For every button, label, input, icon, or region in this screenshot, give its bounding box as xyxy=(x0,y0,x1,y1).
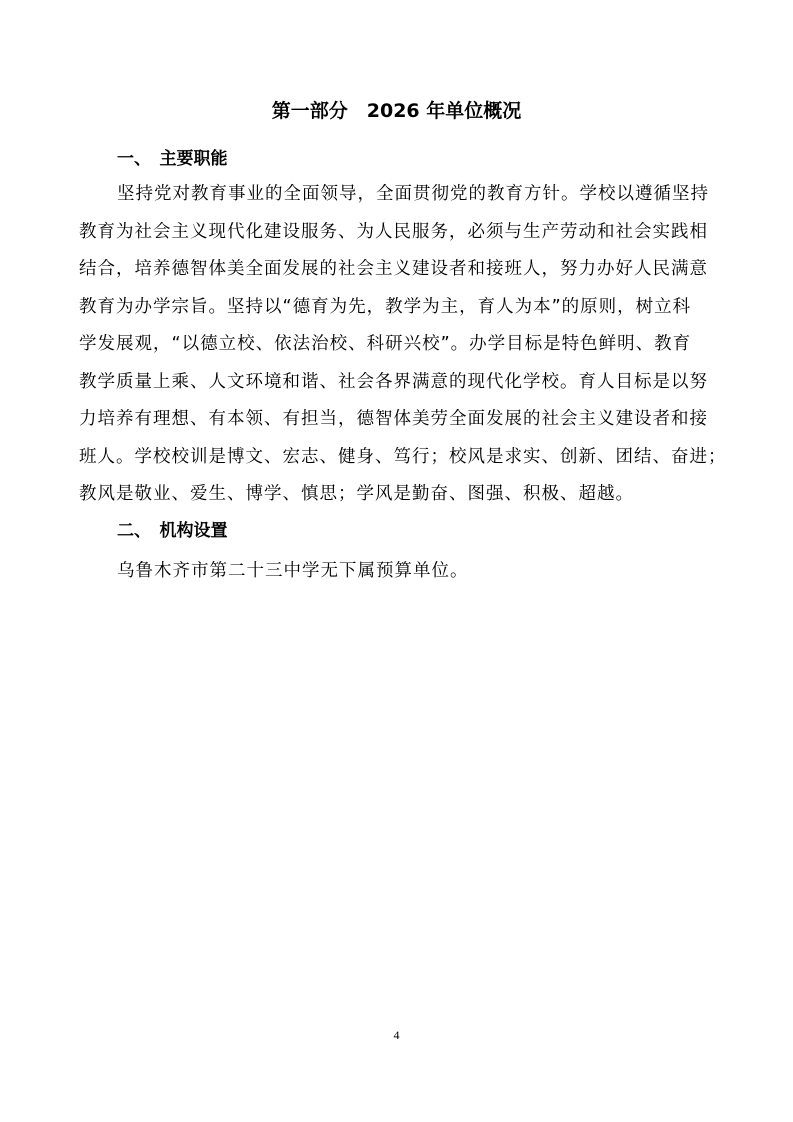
paragraph-line: 乌鲁木齐市第二十三中学无下属预算单位。 xyxy=(117,561,469,581)
paragraph-line: 教育为社会主义现代化建设服务、为人民服务，必须与生产劳动和社会实践相 xyxy=(79,221,708,242)
paragraph-line: 教风是敬业、爱生、博学、慎思；学风是勤奋、图强、积极、超越。 xyxy=(79,484,634,504)
paragraph-line: 力培养有理想、有本领、有担当，德智体美劳全面发展的社会主义建设者和接 xyxy=(79,409,708,429)
section-heading-main-functions: 一、 主要职能 xyxy=(117,149,228,169)
section-heading-organization: 二、 机构设置 xyxy=(117,521,228,541)
page-number: 4 xyxy=(393,1028,400,1042)
main-functions-paragraph xyxy=(79,176,727,514)
paragraph-line: 学发展观，“以德立校、依法治校、科研兴校”。办学目标是特色鲜明、教育 xyxy=(79,334,692,354)
paragraph-line: 班人。学校校训是博文、宏志、健身、笃行；校风是求实、创新、团结、奋进； xyxy=(79,446,727,467)
paragraph-line: 教育为办学宗旨。坚持以“德育为先，教学为主，育人为本”的原则，树立科 xyxy=(79,296,692,317)
paragraph-line: 教学质量上乘、人文环境和谐、社会各界满意的现代化学校。育人目标是以努 xyxy=(79,371,708,392)
organization-paragraph xyxy=(79,553,719,591)
page-title: 第一部分 2026 年单位概况 xyxy=(271,100,522,122)
paragraph-line: 结合，培养德智体美全面发展的社会主义建设者和接班人，努力办好人民满意 xyxy=(79,259,708,279)
paragraph-line: 坚持党对教育事业的全面领导，全面贯彻党的教育方针。学校以遵循坚持 xyxy=(117,184,709,204)
